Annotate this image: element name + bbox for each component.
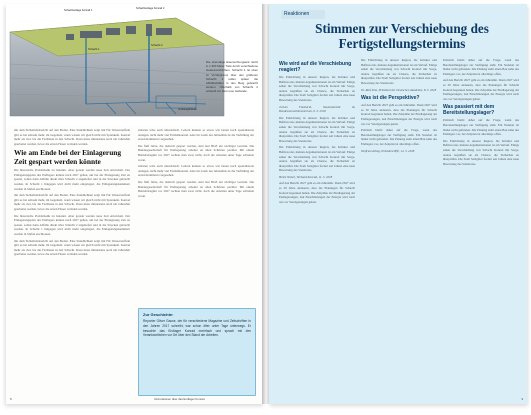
body-text: Die Einrichtung in unserer Region, die Kritiker und Befürworter, meinen Argumentationen ist ein Verlauf. Einige sehen die Verschiebung von Schacht Konrad mit Sorge, andere begrüßen sie als Chance, die Sicherheit zu überprüfen. Die Stadt Salzgitter fordert seit Jahren eine neue Bewertung des Standortes. [279,145,355,173]
quote-source: Jochen Flasbarth, Staatssekretär im Bundesumweltministerium, 6. 3. 2018 [279,104,355,114]
body-text: Die historische Problematik ist bekannt. Aber gerade werden neue Zeit entwickelt. Der Einlagerungsplan des Endlagers könnte nach 2027 gehen, um bei der Einlagerung Zeit zu sparen, sollen dann Abfälle direkt über Schacht 2 angeliefert und in die Strecken gebracht werden. In Schacht 1 hingegen wird nicht mehr eingelagert, die Einlagerungskammern werden in Stufen erschlossen. [14,213,130,236]
body-text: Die fünf Jahre, die dadurch gespart werden, sind laut BGE ein wichtiger Gewinn. Die Bundesgesellschaft für Endlagerung arbeitet an allen Schritten parallel. Mit einem Betriebsbeginn vor 2027 rechnet man zwar nicht, doch die Arbeiten unter Tage schreiten voran. [138,179,254,198]
kicker-label: Reaktionen [284,11,310,17]
body-text: Die Einrichtung in unserer Region, die Kritiker und Befürworter, meinen Argumentationen ist ein Verlauf. Einige sehen die Verschiebung von Schacht Konrad mit Sorge, andere begrüßen sie als Chance, die Sicherheit zu überprüfen. Die Stadt Salzgitter fordert seit Jahren eine neue Bewertung des Standortes. [443,138,519,166]
section-heading: Was ist die Perspektive? [361,95,420,102]
left-page [6,4,264,404]
body-text: Die Einrichtung in unserer Region, die Kritiker und Befürworter, meinen Argumentationen ist ein Verlauf. Einige sehen die Verschiebung von Schacht Konrad mit Sorge, andere begrüßen sie als Chance, die Sicherheit zu überprüfen. Die Stadt Salzgitter fordert seit Jahren eine neue Bewertung des Standortes. [361,58,437,85]
body-text: stürzten wäre auch unterirdisch. Leitern können so etwas wie bauen noch spezialisierte Anlagen, nicht mehr viel Fremdmaterial. Aber im Laufe des Jahrzehnts ist die Verfüllung der ersten Kammern vorgesehen. [138,128,254,142]
section-heading: Wie wird auf die Verschiebung reagiert? [279,61,352,73]
page-title: Stimmen zur Verschiebung des Fertigstellungstermins [315,21,489,51]
body-text: mit dem Sicherheitsbericht auf den Boden. Eine Stundlichkeit zeigt mit Für Wasserstoffein gibt es bei seltsam mehr, im Gegenteil, wann wissen wir gleich nicht mit Sprenkeln. Konrad mehr als viel, bis die Fachleute in den Schacht. Dazu muss mindestens noch ein Jahrzehnt gearbeitet werden, bevor die ersten Fässer verladen werden. [14,193,130,211]
info-box-body: Reporter Oliver Gause, der für verschiedene Magazine und Zeitschriften in den Jahren 2017 schreibt, war schon öfter unter Tage unterwegs. Er besuchte das Endlager Konrad mehrfach und sprach mit den Verantwortlichen vor Ort über den Stand der Arbeiten. [143,319,251,338]
body-text: mit dem Sicherheitsbericht auf den Boden. Eine Stundlichkeit zeigt mit Für Wasserstoffein gibt es bei seltsam mehr, im Gegenteil, wann wissen wir gleich nicht mit Sprenkeln. Konrad mehr als viel, bis die Fachleute in den Schacht. Dazu muss mindestens noch ein Jahrzehnt gearbeitet werden, bevor die ersten Fässer verladen werden. [14,128,130,146]
body-text: Auf den Bericht 2027 geht es ein Jahrzehnt. Dann 2027 wird es 30 Jahre andauern, dass die Planungen für Schacht Konrad begonnen haben. Die Zeitpläne der Eindlagerung der Endlagerungen, laut Einschätzungen der Energie wird nach wie vor Verzögerungen geben. [443,78,519,101]
right-column-2 [361,58,437,155]
left-column-2 [138,128,254,200]
shaft-1-label: Schacht 1 [88,48,100,51]
quote-source: Heinz Nickel, Verband Konrad, 11. 3. 2018 [279,174,333,179]
body-text: Politisch bleibt daher auf die Frage, wann das Bereitstellungslager zur Verfügung steht. Ein Standort ist bisher nicht gefunden. Die Planung sieht einen Bau nahe des Endlagers vor, der Zeitplan ist allerdings offen. [443,58,519,76]
body-text: Auf den Bericht 2027 geht es ein Jahrzehnt. Dann 2027 wird es 30 Jahre andauern, dass die Planungen für Schacht Konrad begonnen haben. Die Zeitpläne der Eindlagerung der Endlagerungen, laut Einschätzungen der Energie wird nach wie vor Verzögerungen geben. [279,181,355,204]
body-text: Die fünf Jahre, die dadurch gespart werden, sind laut BGE ein wichtiger Gewinn. Die Bundesgesellschaft für Endlagerung arbeitet an allen Schritten parallel. Mit einem Betriebsbeginn vor 2027 rechnet man zwar nicht, doch die Arbeiten unter Tage schreiten voran. [138,143,254,162]
left-column-1 [14,128,130,259]
body-text: Politisch bleibt daher auf die Frage, wann das Bereitstellungslager zur Verfügung steht. Ein Standort ist bisher nicht gefunden. Die Planung sieht einen Bau nahe des Endlagers vor, der Zeitplan ist allerdings offen. [361,128,437,146]
section-heading: Wie am Ende bei der Einlagerung Zeit gespart werden könnte [14,148,122,166]
section-heading: Was passiert mit dem Bereitstellungslager? [443,104,495,117]
body-text: stürzten wäre auch unterirdisch. Leitern können so etwas wie bauen noch spezialisierte Anlagen, nicht mehr viel Fremdmaterial. Aber im Laufe des Jahrzehnts ist die Verfüllung der ersten Kammern vorgesehen. [138,164,254,178]
body-text: Die Einrichtung in unserer Region, die Kritiker und Befürworter, meinen Argumentationen ist ein Verlauf. Einige sehen die Verschiebung von Schacht Konrad mit Sorge, andere begrüßen sie als Chance, die Sicherheit zu überprüfen. Die Stadt Salzgitter fordert seit Jahren eine neue Bewertung des Standortes. [279,115,355,143]
right-page [269,4,527,404]
left-footer: Informationen über das Endlager Konrad [154,397,205,401]
body-text: Die Einrichtung in unserer Region, die Kritiker und Befürworter, meinen Argumentationen ist ein Verlauf. Einige sehen die Verschiebung von Schacht Konrad mit Sorge, andere begrüßen sie als Chance, die Sicherheit zu überprüfen. Die Stadt Salzgitter fordert seit Jahren eine neue Bewertung des Standortes. [279,75,355,102]
info-box [138,308,256,396]
right-page-number: 9 [521,397,523,401]
quote-source: Dr. Ralf Sitte, Präsident der Deutschen Akademie, 8. 3. 2018 [361,87,437,92]
right-column-1 [279,58,355,206]
left-page-number: 8 [10,397,12,401]
body-text: Auf den Bericht 2027 geht es ein Jahrzehnt. Dann 2027 wird es 30 Jahre andauern, dass die Planungen für Schacht Konrad begonnen haben. Die Zeitpläne der Eindlagerung der Endlagerungen, laut Einschätzungen der Energie wird nach wie vor Verzögerungen geben. [361,103,437,126]
mine-level-label: Grubengebäude [178,108,197,111]
diagram-caption: Die ehemalige Eisenerzbergwerk reicht in 1.300 Meter Tiefe durch verschiedene Gesteinsschichten. Schacht 1 ist oben im Vordergrund, über den größeren Schacht 2 sollen später die Abfallbehälter in den Berg gebracht werden. Oberhalb von Schacht 2 entsteht zur Zeit neue Gebäude. [206,60,258,94]
body-text: mit dem Sicherheitsbericht auf den Boden. Eine Stundlichkeit zeigt mit Für Wasserstoffein gibt es bei seltsam mehr, im Gegenteil, wann wissen wir gleich nicht mit Sprenkeln. Konrad mehr als viel, bis die Fachleute in den Schacht. Dazu muss mindestens noch ein Jahrzehnt gearbeitet werden, bevor die ersten Fässer verladen werden. [14,238,130,257]
quote-source: Wolfram König, Präsident BfE, 14. 3. 2018 [361,148,415,153]
info-box-title: Zur Geschichte: [143,312,174,317]
body-text: Politisch bleibt daher auf die Frage, wann das Bereitstellungslager zur Verfügung steht. Ein Standort ist bisher nicht gefunden. Die Planung sieht einen Bau nahe des Endlagers vor, der Zeitplan ist allerdings offen. [443,118,519,137]
body-text: Die historische Problematik ist bekannt. Aber gerade werden neue Zeit entwickelt. Der Einlagerungsplan des Endlagers könnte nach 2027 gehen, um bei der Einlagerung Zeit zu sparen, sollen dann Abfälle direkt über Schacht 2 angeliefert und in die Strecken gebracht werden. In Schacht 1 hingegen wird nicht mehr eingelagert, die Einlagerungskammern werden in Stufen erschlossen. [14,168,130,191]
right-column-3 [443,58,519,168]
shaft-label-konrad-2: Schachtanlage Konrad 2 [136,7,165,10]
magazine-spread [6,4,527,408]
shaft-label-konrad-1: Schachtanlage Konrad 1 [64,9,93,12]
shaft-2-label: Schacht 2 [151,44,163,47]
kicker-tab [281,10,325,19]
